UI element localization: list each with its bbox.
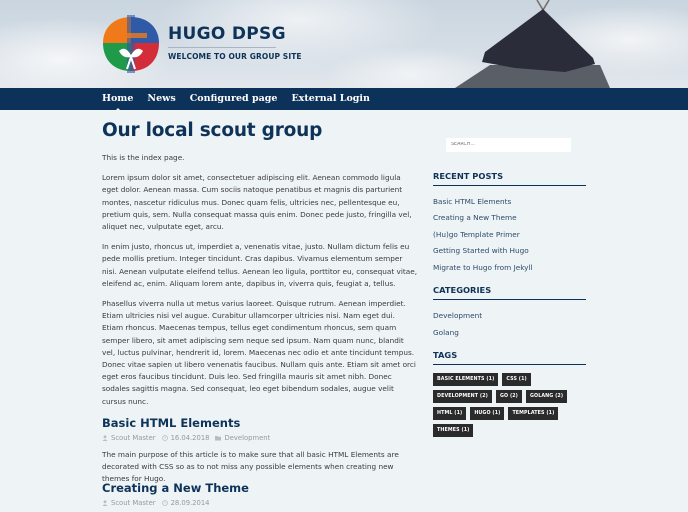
post-meta: [102, 499, 249, 507]
tag-link[interactable]: THEMES (1): [433, 424, 473, 437]
title-divider: [168, 47, 276, 48]
tag-link[interactable]: HTML (1): [433, 407, 466, 420]
user-icon: [102, 435, 108, 441]
tag-cloud: [433, 373, 578, 437]
tag-link[interactable]: TEMPLATES (1): [508, 407, 558, 420]
nav-item-configured-page[interactable]: Configured page: [189, 93, 278, 104]
widget-title-tags: TAGS: [433, 350, 586, 365]
post-excerpt: The main purpose of this article is to make sure that all basic HTML Elements are decorated with CSS so as to not miss any possible elements when creating new themes for Hugo.: [102, 449, 399, 484]
site-subtitle: WELCOME TO OUR GROUP SITE: [168, 52, 302, 61]
paragraph: Phasellus viverra nulla ut metus varius laoreet. Quisque rutrum. Aenean imperdiet. Etiam ultricies nisi vel augue. Curabitur ullamcorper ultricies nisi. Nam eget dui. Etiam rhoncus. Maecenas tempus, tellus eget condimentum rhoncus, sem quam semper libero, sit amet adipiscing sem neque sed ipsum. Nam quam nunc, blandit vel, luctus pulvinar, hendrerit id, lorem. Maecenas nec odio et ante tincidunt tempus. Donec vitae sapien ut libero venenatis faucibus. Nullam quis ante. Etiam sit amet orci eget eros faucibus tincidunt. Duis leo. Sed fringilla mauris sit amet nibh. Donec sodales sagittis magna. Sed consequat, leo eget bibendum sodales, augue velit cursus nunc.: [102, 299, 416, 406]
search-input[interactable]: [446, 138, 571, 152]
main-content: [102, 120, 418, 485]
tag-link[interactable]: HUGO (1): [470, 407, 504, 420]
tag-link[interactable]: CSS (1): [502, 373, 530, 386]
folder-icon: [215, 435, 221, 441]
widget-title-recent-posts: RECENT POSTS: [433, 171, 586, 186]
tag-link[interactable]: DEVELOPMENT (2): [433, 390, 492, 403]
paragraph: In enim justo, rhoncus ut, imperdiet a, venenatis vitae, justo. Nullam dictum felis eu pede mollis pretium. Integer tincidunt. Cras dapibus. Vivamus elementum semper nisi. Aenean vulputate eleifend tellus. Aenean leo ligula, porttitor eu, consequat vitae, eleifend ac, enim. Aliquam lorem ante, dapibus in, viverra quis, feugiat a, tellus.: [102, 242, 418, 288]
tags-widget: [433, 350, 586, 437]
post-author: Scout Master: [111, 433, 156, 442]
category-link[interactable]: Golang: [433, 327, 459, 337]
post-date: 28.09.2014: [170, 499, 210, 507]
tag-link[interactable]: GOLANG (2): [526, 390, 567, 403]
tag-link[interactable]: GO (2): [496, 390, 522, 403]
recent-post-link[interactable]: Creating a New Theme: [433, 213, 517, 222]
nav-item-external-login[interactable]: External Login: [291, 93, 370, 104]
category-link[interactable]: Development: [433, 311, 483, 320]
post-author: Scout Master: [111, 499, 156, 507]
recent-post-link[interactable]: Basic HTML Elements: [433, 196, 512, 206]
post-summary: [102, 416, 418, 486]
sidebar: [433, 130, 586, 437]
post-title-link[interactable]: Basic HTML Elements: [102, 415, 241, 430]
widget-title-categories: CATEGORIES: [433, 285, 586, 300]
post-date: 16.04.2018: [170, 433, 210, 442]
nav-item-news[interactable]: News: [147, 93, 176, 104]
post-category-link[interactable]: Development: [224, 433, 271, 442]
tent-banner-image: [455, 0, 615, 88]
site-title[interactable]: HUGO DPSG: [168, 24, 286, 44]
post-title-link[interactable]: Creating a New Theme: [102, 481, 249, 495]
clock-icon: [162, 435, 168, 441]
tag-link[interactable]: BASIC ELEMENTS (1): [433, 373, 498, 386]
clock-icon: [162, 500, 168, 506]
post-summary: [102, 477, 249, 512]
intro-text: This is the index page.: [102, 153, 185, 162]
nav-item-home[interactable]: Home: [102, 88, 133, 110]
post-meta: [102, 434, 418, 442]
recent-post-link[interactable]: Migrate to Hugo from Jekyll: [433, 262, 533, 272]
categories-widget: [433, 285, 586, 341]
recent-post-link[interactable]: (Hu)go Template Primer: [433, 229, 520, 239]
recent-posts-widget: [433, 171, 586, 277]
page-title: Our local scout group: [102, 120, 323, 141]
site-header: [0, 0, 688, 88]
user-icon: [102, 500, 108, 506]
main-nav: [0, 88, 688, 110]
dpsg-lily-logo: [101, 13, 161, 75]
recent-post-link[interactable]: Getting Started with Hugo: [433, 246, 529, 255]
paragraph: Lorem ipsum dolor sit amet, consectetuer adipiscing elit. Aenean commodo ligula eget dolor. Aenean massa. Cum sociis natoque penatibus et magnis dis parturient montes, nascetur ridiculus mus. Donec quam felis, ultricies nec, pellentesque eu, pretium quis, sem. Nulla consequat massa quis enim. Donec pede justo, fringilla vel, aliquet nec, vulputate eget, arcu.: [102, 173, 412, 232]
